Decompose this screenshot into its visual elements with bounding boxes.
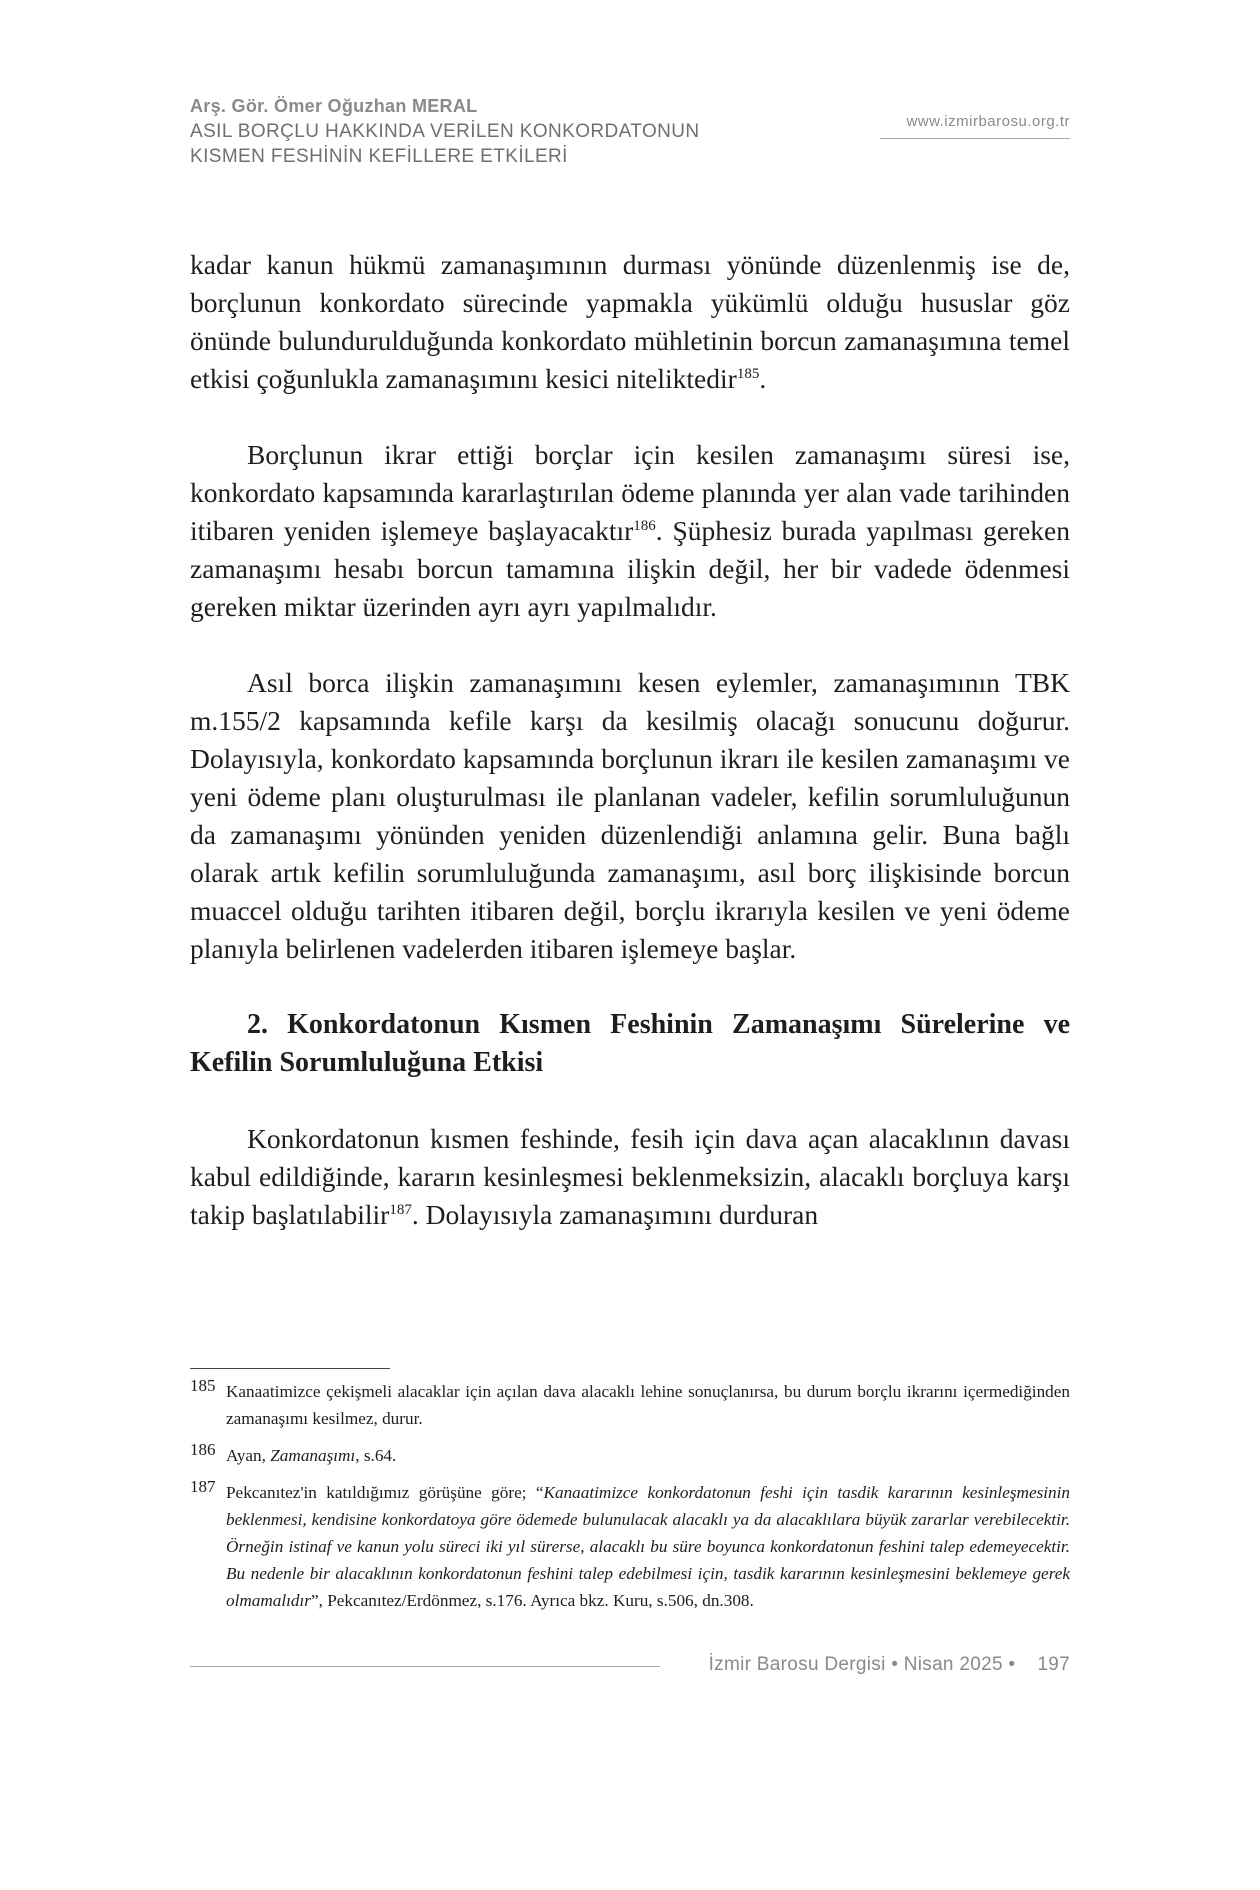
- paragraph-1: [190, 246, 1070, 398]
- footnote-187: [190, 1479, 1070, 1614]
- footnote-number: 186: [190, 1440, 216, 1459]
- footnote-text-post: , s.64.: [355, 1446, 397, 1465]
- paragraph-2-text-a: Borçlunun ikrar ettiği borçlar için kesilen zamanaşımı süresi ise, konkordato kapsamında kararlaştırılan ödeme planında yer alan vade tarihinden itibaren yeniden işlemeye başlayacaktır: [190, 439, 1070, 546]
- footnote-text: Kanaatimizce çekişmeli alacaklar için açılan dava alacaklı lehine sonuçlanırsa, bu durum borçlu ikrarını içermediğinden zamanaşımı kesilmez, durur.: [226, 1382, 1070, 1428]
- footnote-text-pre: Pekcanıtez'in katıldığımız görüşüne göre; “: [226, 1483, 544, 1502]
- footnote-ref-186[interactable]: 186: [633, 517, 656, 534]
- footnote-number: 187: [190, 1477, 216, 1496]
- footnote-text-post: ”, Pekcanıtez/Erdönmez, s.176. Ayrıca bkz. Kuru, s.506, dn.308.: [311, 1591, 754, 1610]
- paragraph-2-text-b: . Şüphesiz burada yapılması gereken zamanaşımı hesabı borcun tamamına ilişkin değil, her bir vadede ödenmesi gereken miktar üzerinden ayrı ayrı yapılmalıdır.: [190, 515, 1070, 622]
- footnote-text-italic: Zamanaşımı: [270, 1446, 356, 1465]
- running-footer: [709, 1654, 1070, 1676]
- footnote-185: [190, 1378, 1070, 1432]
- paragraph-1-end: .: [759, 363, 767, 394]
- footnote-ref-185[interactable]: 185: [736, 365, 760, 382]
- header-rule: [880, 138, 1070, 139]
- footnote-separator: [190, 1368, 390, 1369]
- paragraph-3: Asıl borca ilişkin zamanaşımını kesen eylemler, zamanaşımının TBK m.155/2 kapsamında kefile karşı da kesilmiş olacağı sonucunu doğurur. Dolayısıyla, konkordato kapsamında borçlunun ikrarı ile kesilen zamanaşımı ve yeni ödeme planı oluşturulması ile planlanan vadeler, kefilin sorumluluğunun da zamanaşımı yönünden yeniden düzenlendiği anlamına gelir. Buna bağlı olarak artık kefilin sorumluluğunda zamanaşımı, asıl borç ilişkisinde borcun muaccel olduğu tarihten itibaren değil, borçlu ikrarıyla kesilen ve yeni ödeme planıyla belirlenen vadelerden itibaren işlemeye başlar.: [190, 667, 1070, 964]
- running-header: [190, 96, 1090, 169]
- header-title-line-2: KISMEN FESHİNİN KEFİLLERE ETKİLERİ: [190, 146, 568, 167]
- header-website[interactable]: www.izmirbarosu.org.tr: [906, 113, 1070, 130]
- page-number: 197: [1037, 1654, 1070, 1675]
- header-title-line-1: ASIL BORÇLU HAKKINDA VERİLEN KONKORDATONUN: [190, 121, 700, 142]
- section-heading: 2. Konkordatonun Kısmen Feshinin Zamanaşımı Sürelerine ve Kefilin Sorumluluğuna Etkisi: [190, 1009, 1070, 1078]
- header-author: Arş. Gör. Ömer Oğuzhan MERAL: [190, 96, 478, 116]
- paragraph-4-text-a: Konkordatonun kısmen feshinde, fesih için dava açan alacaklının davası kabul edildiğinde, kararın kesinleşmesi beklenmeksizin, alacaklı borçluya karşı takip başlatılabilir: [190, 1123, 1070, 1230]
- footer-journal: İzmir Barosu Dergisi • Nisan 2025 •: [708, 1654, 1016, 1675]
- main-text: [190, 246, 1070, 1272]
- footnote-186: [190, 1442, 1070, 1469]
- footnote-text-pre: Ayan,: [226, 1446, 271, 1465]
- paragraph-4: [190, 1120, 1070, 1234]
- footnote-quote-italic: Kanaatimizce konkordatonun feshi için tasdik kararının kesinleşmesinin beklenmesi, kendisine konkordatoya göre ödemede bulunulacak alacaklı ya da alacaklılara büyük zararlar verebilecektir. Örneğin istinaf ve kanun yolu süreci iki yıl sürerse, alacaklı bu süre boyunca konkordatonun feshini talep edemeyecektir. Bu nedenle bir alacaklının konkordatonun feshini talep edebilmesi için, tasdik kararının kesinleşmesini beklemeye gerek olmamalıdır: [226, 1483, 1070, 1610]
- footnotes: [190, 1378, 1070, 1624]
- footnote-number: 185: [190, 1376, 216, 1395]
- footnote-ref-187[interactable]: 187: [389, 1201, 412, 1218]
- paragraph-4-text-b: . Dolayısıyla zamanaşımını durduran: [411, 1199, 819, 1230]
- paragraph-2: [190, 436, 1070, 626]
- footer-rule: [190, 1666, 660, 1667]
- paragraph-1-text: kadar kanun hükmü zamanaşımının durması yönünde düzenlenmiş ise de, borçlunun konkordato sürecinde yapmakla yükümlü olduğu hususlar göz önünde bulundurulduğunda konkordato mühletinin borcun zamanaşımına temel etkisi çoğunlukla zamanaşımını kesici niteliktedir: [190, 249, 1070, 394]
